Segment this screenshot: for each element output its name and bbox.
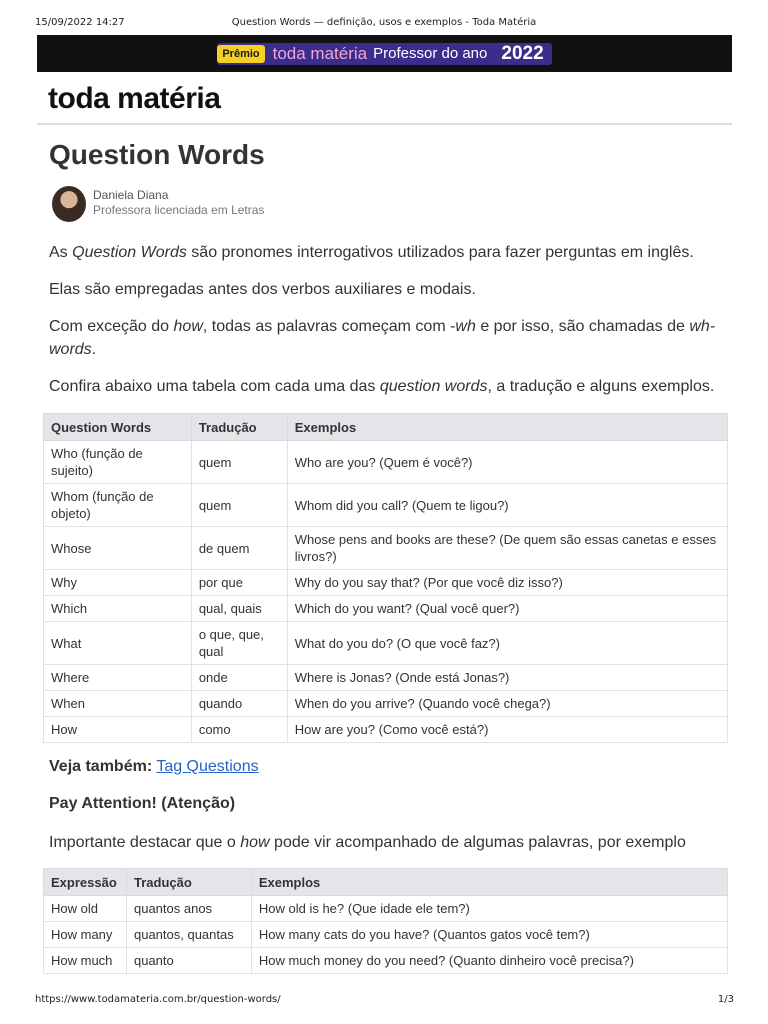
text-span: e por isso, são chamadas de xyxy=(475,318,690,335)
column-header: Tradução xyxy=(191,414,287,441)
table-cell: o que, que, qual xyxy=(191,622,287,665)
table-cell: How much money do you need? (Quanto dinheiro você precisa?) xyxy=(251,948,727,974)
author-avatar xyxy=(52,186,86,222)
table-cell: Whose xyxy=(44,527,192,570)
print-url: https://www.todamateria.com.br/question-words/ xyxy=(35,994,281,1005)
table-cell: Whom (função de objeto) xyxy=(44,484,192,527)
tag-questions-link[interactable]: Tag Questions xyxy=(156,758,259,775)
table-cell: Whom did you call? (Quem te ligou?) xyxy=(287,484,727,527)
site-logo[interactable]: toda matéria xyxy=(48,82,221,115)
text-span: Importante destacar que o xyxy=(49,834,241,851)
see-also xyxy=(49,758,259,776)
table-cell: Why xyxy=(44,570,192,596)
header-divider xyxy=(37,123,732,125)
column-header: Tradução xyxy=(126,869,251,896)
table-cell: How xyxy=(44,717,192,743)
table-cell: Who (função de sujeito) xyxy=(44,441,192,484)
table-cell: por que xyxy=(191,570,287,596)
table-cell: quem xyxy=(191,484,287,527)
author-role: Professora licenciada em Letras xyxy=(93,203,265,217)
table-cell: Who are you? (Quem é você?) xyxy=(287,441,727,484)
table-cell: qual, quais xyxy=(191,596,287,622)
table-cell: Whose pens and books are these? (De quem são essas canetas e esses livros?) xyxy=(287,527,727,570)
table-row xyxy=(44,896,728,922)
wh-words-paragraph xyxy=(49,315,719,361)
table-cell: When xyxy=(44,691,192,717)
page-title: Question Words xyxy=(49,139,265,170)
table-cell: How many xyxy=(44,922,127,948)
table-cell: quantos, quantas xyxy=(126,922,251,948)
promo-banner-content xyxy=(217,43,551,65)
table-cell: quem xyxy=(191,441,287,484)
table-cell: What do you do? (O que você faz?) xyxy=(287,622,727,665)
table-intro-paragraph xyxy=(49,375,719,398)
table-row xyxy=(44,596,728,622)
emphasis-text: how xyxy=(240,834,270,851)
table-cell: How old xyxy=(44,896,127,922)
question-words-table xyxy=(43,413,728,743)
table-cell: Where xyxy=(44,665,192,691)
emphasis-text: Question Words xyxy=(72,244,187,261)
print-header xyxy=(0,17,768,31)
table-cell: de quem xyxy=(191,527,287,570)
emphasis-text: wh xyxy=(455,318,476,335)
text-span: , todas as palavras começam com - xyxy=(202,318,456,335)
table-cell: How many cats do you have? (Quantos gatos você tem?) xyxy=(251,922,727,948)
table-cell: Why do you say that? (Por que você diz isso?) xyxy=(287,570,727,596)
table-row xyxy=(44,484,728,527)
table-header-row xyxy=(44,869,728,896)
table-row xyxy=(44,717,728,743)
promo-subtitle: Professor do ano xyxy=(373,45,488,62)
see-also-label: Veja também: xyxy=(49,758,153,775)
table-cell: onde xyxy=(191,665,287,691)
table-cell: How are you? (Como você está?) xyxy=(287,717,727,743)
column-header: Expressão xyxy=(44,869,127,896)
table-header-row xyxy=(44,414,728,441)
table-row xyxy=(44,922,728,948)
emphasis-text: question words xyxy=(379,378,488,395)
promo-brand: toda matéria xyxy=(272,43,368,63)
text-span: Com exceção do xyxy=(49,318,174,335)
text-span: pode vir acompanhado de algumas palavras, por exemplo xyxy=(269,834,686,851)
table-cell: quando xyxy=(191,691,287,717)
table-row xyxy=(44,948,728,974)
pay-attention-heading: Pay Attention! (Atenção) xyxy=(49,795,236,812)
table-cell: como xyxy=(191,717,287,743)
how-expressions-table xyxy=(43,868,728,974)
emphasis-text: wh-words xyxy=(49,318,716,358)
table-row xyxy=(44,622,728,665)
table-row xyxy=(44,570,728,596)
page-number: 1/3 xyxy=(717,994,734,1005)
text-span: são pronomes interrogativos utilizados para fazer perguntas em inglês. xyxy=(186,244,694,261)
usage-paragraph: Elas são empregadas antes dos verbos auxiliares e modais. xyxy=(49,281,476,298)
table-cell: What xyxy=(44,622,192,665)
author-block xyxy=(52,184,452,224)
table-cell: How old is he? (Que idade ele tem?) xyxy=(251,896,727,922)
table-row xyxy=(44,691,728,717)
table-cell: Where is Jonas? (Onde está Jonas?) xyxy=(287,665,727,691)
text-span: . xyxy=(91,341,97,358)
intro-paragraph xyxy=(49,241,719,264)
author-name[interactable]: Daniela Diana xyxy=(93,188,169,202)
table-cell: When do you arrive? (Quando você chega?) xyxy=(287,691,727,717)
text-span: Confira abaixo uma tabela com cada uma das xyxy=(49,378,380,395)
how-paragraph xyxy=(49,831,719,854)
table-row xyxy=(44,665,728,691)
table-cell: How much xyxy=(44,948,127,974)
print-footer xyxy=(0,994,768,1008)
promo-badge: Prêmio xyxy=(217,45,264,63)
column-header: Question Words xyxy=(44,414,192,441)
emphasis-text: how xyxy=(173,318,203,335)
table-cell: quanto xyxy=(126,948,251,974)
promo-banner[interactable] xyxy=(37,35,732,72)
text-span: , a tradução e alguns exemplos. xyxy=(487,378,715,395)
column-header: Exemplos xyxy=(251,869,727,896)
text-span: As xyxy=(49,244,73,261)
table-row xyxy=(44,527,728,570)
table-cell: Which xyxy=(44,596,192,622)
table-cell: Which do you want? (Qual você quer?) xyxy=(287,596,727,622)
print-page-title: Question Words — definição, usos e exemplos - Toda Matéria xyxy=(231,17,537,28)
column-header: Exemplos xyxy=(287,414,727,441)
table-cell: quantos anos xyxy=(126,896,251,922)
table-row xyxy=(44,441,728,484)
print-date: 15/09/2022 14:27 xyxy=(35,17,125,28)
promo-year: 2022 xyxy=(501,42,544,64)
